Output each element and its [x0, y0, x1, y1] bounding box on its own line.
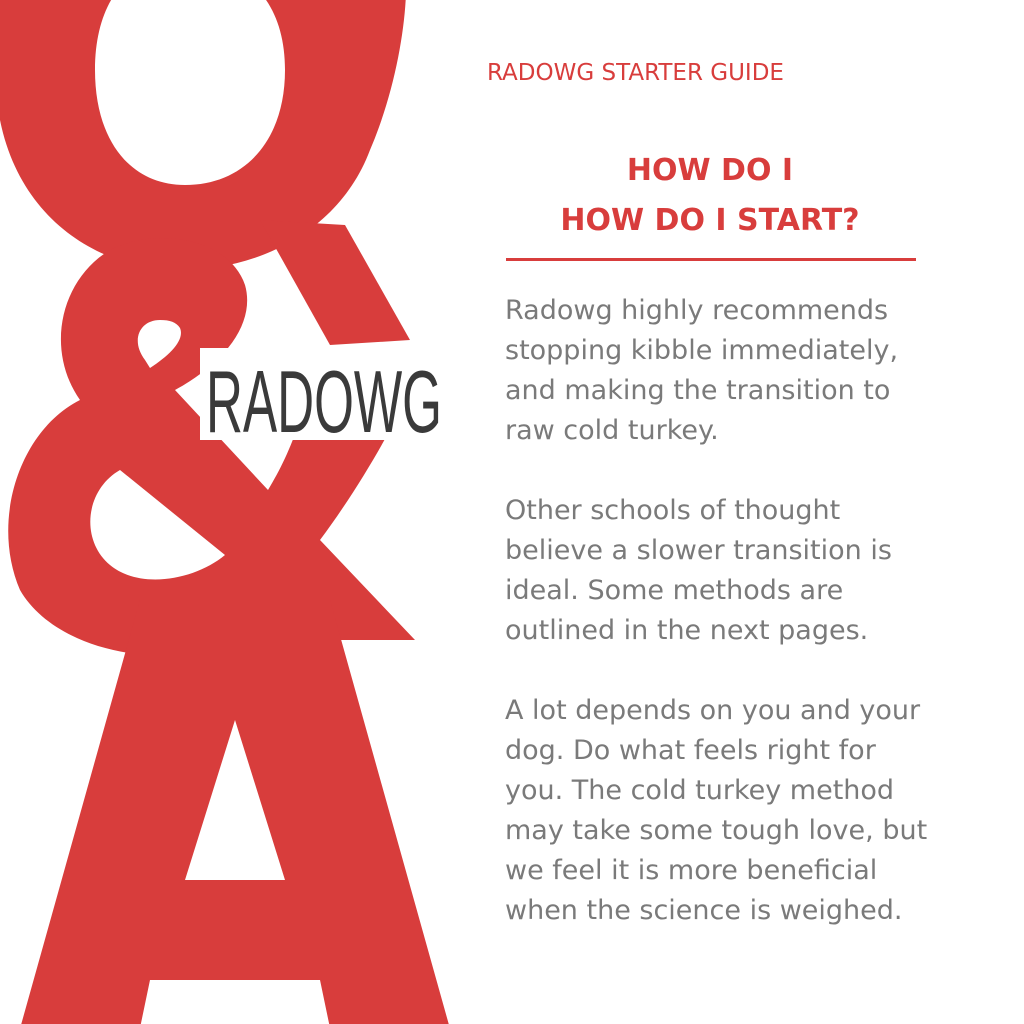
qa-graphic	[0, 0, 470, 1024]
paragraph-1: Radowg highly recommends stopping kibble immediately, and making the transition to raw cold turkey.	[505, 295, 899, 446]
heading-divider	[506, 258, 916, 261]
page-heading	[506, 146, 914, 246]
radowg-wordmark: RADOWG	[206, 352, 442, 451]
heading-line-2: HOW DO I START?	[560, 203, 860, 238]
heading-line-1: HOW DO I	[626, 153, 794, 188]
eyebrow-title: RADOWG STARTER GUIDE	[487, 60, 784, 86]
paragraph-2: Other schools of thought believe a slower transition is ideal. Some methods are outlined in the next pages.	[505, 495, 892, 646]
a-letter	[0, 600, 470, 1024]
paragraph-3: A lot depends on you and your dog. Do what feels right for you. The cold turkey method may take some tough love, but we feel it is more beneficial when the science is weighed.	[505, 695, 928, 926]
body-text	[505, 291, 935, 971]
